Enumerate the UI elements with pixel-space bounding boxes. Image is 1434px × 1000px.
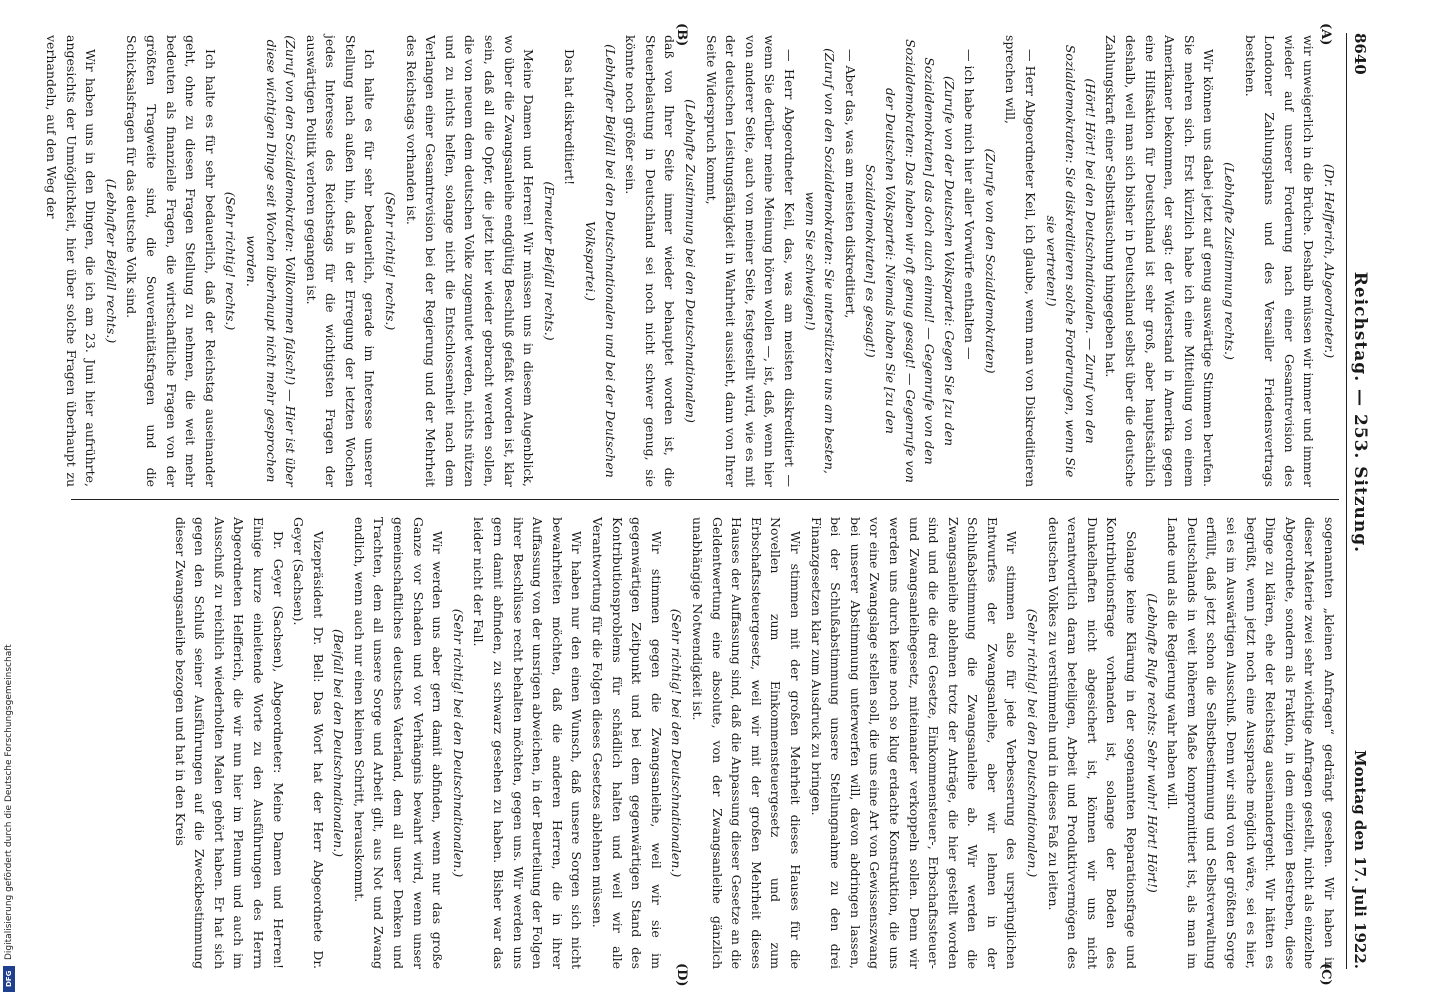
paragraph: Das hat diskreditiert! [562, 49, 578, 186]
left-column [44, 35, 1339, 487]
interjection: (Hört! Hört! bei den Deutschnationalen. — Zuruf von den Sozialdemokraten: Sie diskreditieren solche Forderungen, wenn Sie sie vertreten!) [1043, 44, 1098, 478]
paragraph: Ich halte es für sehr bedauerlich, daß der Reichstag auseinander geht, ohne zu diesen Fragen Stellung zu nehmen, die weit mehr bedeuten als finanzielle Fragen, die wirtschaftliche Fragen von der größten Tragweite sind, die Souveränitätsfragen und die Schicksalsfragen für das deutsche Volk sind. [124, 35, 218, 487]
paragraph: — Herr Abgeordneter Keil, ich glaube, wenn man von Diskreditieren sprechen will, [1003, 35, 1039, 487]
interjection: (Beifall bei den Deutschnationalen.) [331, 628, 347, 858]
interjection: (Zuruf von den Sozialdemokraten: Vollkommen falsch!) — Hier ist über diese wichtigen Dinge seit Wochen überhaupt nicht mehr gesprochen worden. [243, 35, 299, 487]
page-date: Montag den 17. Juli 1922. [1351, 750, 1369, 969]
digitization-footer [2, 0, 16, 1000]
paragraph: Meine Damen und Herren! Wir müssen uns in diesem Augenblick, wo über die Zwangsanleihe endgültig Beschluß gefaßt worden ist, klar sein, daß all die Opfer, die jetzt hier wieder gebracht werden sollen, die von neuem dem deutschen Volke zugemutet werden, nichts nützen und zu nichts helfen, solange nicht die Entschlossenheit nach dem Verlangen einer Gesamtrevision bei der Regierung und der Mehrheit des Reichstags vorhanden ist. [403, 35, 537, 487]
paragraph: — Aber das, was am meisten diskreditiert, [842, 49, 858, 319]
paragraph: Wir haben uns in den Dingen, die ich am 23. Juni hier aufrührte, angesichts der Unmöglichkeit, hier über solche Fragen überhaupt zu verhandeln, auf den Weg der [44, 35, 99, 487]
digitization-note: Digitalisierung gefördert durch die Deutsche Forschungsgemeinschaft [4, 644, 14, 960]
interjection: (Lebhafte Zustimmung rechts.) [1222, 162, 1238, 360]
paragraph: Wir stimmen gegen die Zwangsanleihe, weil wir sie im gegenwärtigen Zeitpunkt und bei dem gegenwärtigen Stand des Kontributionsproblems für schädlich halten und weil wir alle Verantwortung für die Folgen dieses Gesetzes ablehnen müssen. [590, 517, 664, 969]
interjection: (Lebhafter Beifall bei den Deutschnationalen und bei der Deutschen Volkspartei.) [583, 44, 618, 478]
interjection: (Sehr richtig! bei den Deutschnationalen.) [450, 608, 466, 878]
paragraph: Ich halte es für sehr bedauerlich, gerade im Interesse unserer Stellung nach außen hin, daß in der Erregung der letzten Wochen jedes Interesse des Reichstags für die wichtigsten Fragen der auswärtigen Politik verloren gegangen ist. [303, 35, 378, 487]
speaker-tag: (Dr. Helfferich, Abgeordneter.) [1322, 163, 1337, 359]
dfg-logo: DFG [3, 966, 15, 992]
paragraph: Wir werden uns aber gern damit abfinden, wenn nur das große Ganze vor Schaden und vor Verhängnis bewahrt wird, wenn unser gemeinschaftliches deutsches Vaterland, dem all unser Denken und Trachten, dem all unsere Sorge und Arbeit gilt, aus Not und Zwang endlich, wenn auch nur einen kleinen Schritt, herauskommt. [351, 517, 446, 969]
interjection: (Sehr richtig! rechts.) [223, 191, 239, 331]
interjection: (Zurufe von der Deutschen Volkspartei: Gegen Sie [zu den Sozialdemokraten] das doch auch einmal! — Gegenrufe von den Sozialdemokraten: Das haben wir oft genug gesagt! — Gegenrufe von der Deutschen Volkspartei: Niemals haben Sie [zu den Sozialdemokraten] es gesagt!) [863, 39, 957, 483]
interjection: (Zuruf von den Sozialdemokraten: Sie unterstützen uns am besten, wenn Sie schweigen!) [802, 48, 838, 474]
reichstag-page [44, 21, 1379, 987]
paragraph: daß von Ihrer Seite immer wieder behauptet worden ist, die Steuerbelastung in Deutschland sei noch nicht schwer genug, sie könnte noch größer sein. [623, 35, 678, 487]
interjection: (Sehr richtig! bei den Deutschnationalen.) [669, 608, 685, 878]
column-divider [71, 499, 1339, 500]
right-column [71, 517, 1339, 969]
page-title: Reichstag. — 253. Sitzung. [1350, 271, 1370, 554]
interjection: (Zurufe von den Sozialdemokraten) [982, 148, 998, 374]
margin-mark-d: (D) [674, 963, 689, 987]
interjection: (Lebhafte Zustimmung bei den Deutschnationalen) [683, 99, 698, 423]
interjection: (Sehr richtig! bei den Deutschnationalen.) [1025, 608, 1041, 878]
paragraph: Wir stimmen mit der großen Mehrheit dieses Hauses für die Novellen zum Einkommensteuergesetz und zum Erbschaftssteuergesetz, weil wir mit der großen Mehrheit dieses Hauses der Auffassung sind, daß die Anpassung dieser Gesetze an die Geldentwertung eine absolute, von der Zwangsanleihe gänzlich unabhängige Notwendigkeit ist. [690, 517, 803, 969]
margin-mark-b: (B) [674, 23, 689, 47]
paragraph: wir unweigerlich in die Brüche. Deshalb müssen wir immer und immer wieder auf unserer Forderung nach einer Gesamtrevision des Londoner Zahlungsplans und des Versailler Friedensvertrags bestehen. [1242, 35, 1317, 487]
paragraph: — Herr Abgeordneter Keil, das, was am meisten diskreditiert — wenn Sie derüber meine Meinung hören wollen —, ist, daß, wenn hier von anderer Seite, auch von meiner Seite, festgestellt wird, wie es mit der deutschen Leistungsfähigkeit in Wahrheit aussieht, dann von Ihrer Seite Widerspruch kommt, [703, 35, 797, 487]
interjection: (Lebhafte Rufe rechts: Sehr wahr! Hört! Hört!) [1144, 593, 1160, 893]
paragraph: Solange keine Klärung in der sogenannten Reparationsfrage und Kontributionsfrage vorhanden ist, solange der Boden des Dunkelhaften nicht abgesichert ist, können wir uns nicht verantwortlich daran beteiligen, Arbeit und Produktivvermögen des deutschen Volkes zu verstümmeln und in dieses Faß zu leiten. [1045, 517, 1140, 969]
interjection: (Sehr richtig! rechts.) [383, 191, 399, 331]
paragraph: Wir haben nur den einen Wunsch, daß unsere Sorgen sich nicht bewahrheiten möchten, daß die anderen Herren, die in ihrer Auffassung von der unsrigen abweichen, in der Beurteilung der Folgen ihrer Beschlüsse recht behalten möchten, gegen uns. Wir werden uns gern damit abfinden, zu schwarz gesehen zu haben. Bisher war das leider nicht der Fall. [471, 517, 585, 969]
interjection: (Lebhafter Beifall rechts.) [103, 178, 119, 344]
paragraph: Wir können uns dabei jetzt auf genug auswärtige Stimmen berufen. Sie mehren sich. Erst kürzlich habe ich eine Mitteilung von einem Amerikaner bekommen, der sagt: der Widerstand in Amerika gegen eine Hilfsaktion für Deutschland ist sehr groß, aber hauptsächlich deshalb, weil man sich bisher in Deutschland selbst über die deutsche Zahlungskraft einer Selbsttäuschung hingegeben hat. [1103, 35, 1217, 487]
margin-mark-c: (C) [1318, 963, 1333, 986]
page-header [1346, 33, 1373, 969]
paragraph: sogenannten „kleinen Anfragen“ gedrängt gesehen. Wir haben in dieser Materie zwei sehr wichtige Anfragen gestellt, nicht als einzelne Abgeordnete, sondern als Fraktion, in dem einzigen Bestreben, diese Dinge zu klären, ehe der Reichstag auseinandergeht. Wir hätten es begrüßt, wenn jetzt noch eine Aussprache möglich wäre, sei es hier, sei es im Auswärtigen Ausschuß. Denn wir sind von der größten Sorge erfüllt, daß jetzt schon die Selbstbestimmung und Selbstverwaltung Deutschlands in weit höherem Maße kompromittiert ist, als man im Lande und als die Regierung wahr haben will. [1165, 517, 1337, 969]
interjection: (Erneuter Beifall rechts.) [541, 181, 557, 341]
speaker-paragraph: Dr. Geyer (Sachsen), Abgeordneter: Meine Damen und Herren! Einige kurze einleitende Worte zu den Ausführungen des Herrn Abgeordneten Helfferich, die wir nun hier im Plenum und auch im Ausschuß zu reichlich wiederholten Malen gehört haben. Er hat sich gegen den Schluß seiner Ausführungen auf die Zweckbestimmung dieser Zwangsanleihe bezogen und hat in den Kreis [172, 517, 286, 969]
paragraph: Wir stimmen also für jede Verbesserung des ursprünglichen Entwurfes der Zwangsanleihe, aber wir lehnen in der Schlußabstimmung die Zwangsanleihe ab. Wir werden die Zwangsanleihe ablehnen trotz der Anträge, die hier gestellt worden sind und die die drei Gesetze, Einkommensteuer-, Erbschaftssteuer- und Zwangsanleihegesetz, miteinander verkoppeln sollen. Denn wir werden uns durch keine noch so klug erdachte Konstruktion, die uns vor eine Zwangslage stellen soll, die uns eine Art von Gewissenszwang bei unserer Abstimmung unterwerfen will, davon abdringen lassen, bei der Schlußabstimmung unsere Stellungnahme zu den drei Finanzgesetzen klar zum Ausdruck zu bringen. [808, 517, 1020, 969]
paragraph: — ich habe mich hier aller Vorwürfe enthalten — [962, 49, 978, 360]
scanned-page-viewport [44, 16, 1386, 992]
page-number: 8640 [1351, 33, 1369, 75]
margin-mark-a: (A) [1318, 23, 1333, 46]
speaker-paragraph: Vizepräsident Dr. Bell: Das Wort hat der Herr Abgeordnete Dr. Geyer (Sachsen). [291, 517, 326, 969]
